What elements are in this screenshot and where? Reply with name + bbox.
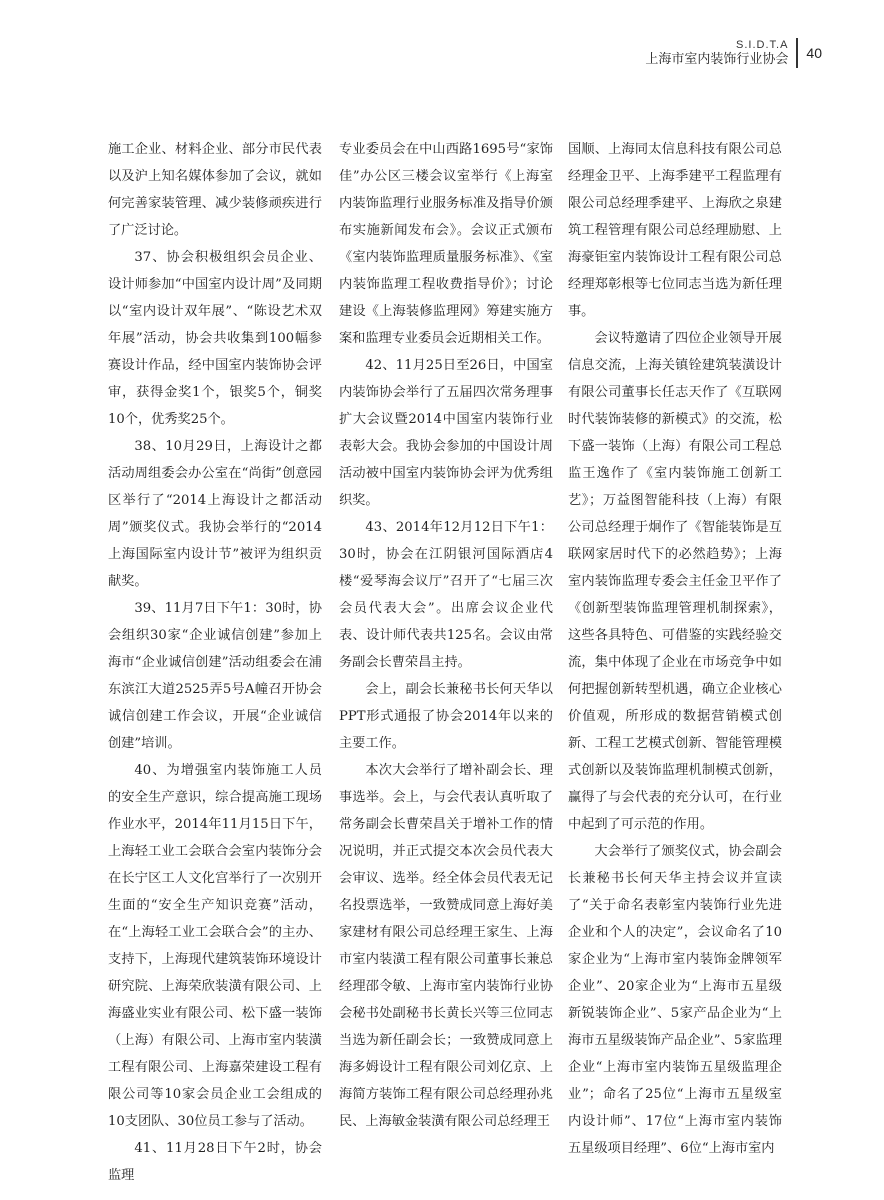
page-number: 40: [806, 45, 822, 61]
paragraph: 39、11月7日下午1：30时，协会组织30家“企业诚信创建”参加上海市“企业诚信创建”活动组委会在浦东滨江大道2525弄5号A幢召开协会诚信创建工作会议，开展“企业诚信创建”培训。: [108, 601, 322, 751]
text-column-3: [568, 136, 782, 1162]
text-column-1: [108, 136, 322, 1189]
paragraph: 大会举行了颁奖仪式，协会副会长兼秘书长何天华主持会议并宣读了“关于命名表彰室内装饰行业先进企业和个人的决定”，会议命名了10家企业为“上海市室内装饰金牌领军企业”、20家企业为“上海市五星级新锐装饰企业”、5家产品企业为“上海市五星级装饰产品企业”、5家监理企业“上海市室内装饰五星级监理企业”；命名了25位“上海市五星级室内设计师”、17位“上海市室内装饰五星级项目经理”、6位“上海市室内: [568, 844, 782, 1156]
paragraph: 43、2014年12月12日下午1：30时，协会在江阴银河国际酒店4楼“爱琴海会议厅”召开了“七届三次会员代表大会”。出席会议企业代表、设计师代表共125名。会议由常务副会长曹荣昌主持。: [339, 520, 553, 670]
paragraph: 国顺、上海同太信息科技有限公司总经理金卫平、上海季建平工程监理有限公司总经理季建平、上海欣之泉建筑工程管理有限公司总经理励慰、上海豪钜室内装饰设计工程有限公司总经理郑彰根等七位同志当选为新任理事。: [568, 142, 782, 319]
paragraph: 施工企业、材料企业、部分市民代表以及沪上知名媒体参加了会议，就如何完善家装管理、减少装修顽疾进行了广泛讨论。: [108, 142, 322, 238]
paragraph: 专业委员会在中山西路1695号“家饰佳”办公区三楼会议室举行《上海室内装饰监理行业服务标准及指导价颁布实施新闻发布会》。会议正式颁布《室内装饰监理质量服务标准》、《室内装饰监理工程收费指导价》；讨论建设《上海装修监理网》筹建实施方案和监理专业委员会近期相关工作。: [339, 142, 553, 346]
association-name: 上海市室内装饰行业协会: [645, 52, 789, 67]
paragraph: 会议特邀请了四位企业领导开展信息交流，上海关镇铨建筑装潢设计有限公司董事长任志天作了《互联网时代装饰装修的新模式》的交流，松下盛一装饰（上海）有限公司工程总监王逸作了《室内装饰施工创新工艺》；万益图智能科技（上海）有限公司总经理于炯作了《智能装饰是互联网家居时代下的必然趋势》；上海室内装饰监理专委会主任金卫平作了《创新型装饰监理管理机制探索》，这些各具特色、可借鉴的实践经验交流，集中体现了企业在市场竞争中如何把握创新转型机遇，确立企业核心价值观，所形成的数据营销模式创新、工程工艺模式创新、智能管理模式创新以及装饰监理机制模式创新，赢得了与会代表的充分认可，在行业中起到了可示范的作用。: [568, 331, 782, 832]
page-header: [645, 38, 822, 68]
paragraph: 41、11月28日下午2时，协会监理: [108, 1141, 322, 1183]
paragraph: 本次大会举行了增补副会长、理事选举。会上，与会代表认真听取了常务副会长曹荣昌关于增补工作的情况说明，并正式提交本次会员代表大会审议、选举。经全体会员代表无记名投票选举，一致赞成同意上海好美家建材有限公司总经理王家生、上海市室内装潢工程有限公司董事长兼总经理邵令敏、上海市室内装饰行业协会秘书处副秘书长黄长兴等三位同志当选为新任副会长；一致赞成同意上海多姆设计工程有限公司刘亿京、上海简方装饰工程有限公司总经理孙兆民、上海敏金装潢有限公司总经理王: [339, 763, 553, 1129]
paragraph: 会上，副会长兼秘书长何天华以PPT形式通报了协会2014年以来的主要工作。: [339, 682, 553, 751]
text-column-2: [339, 136, 553, 1135]
association-abbreviation: S.I.D.T.A: [736, 39, 789, 51]
paragraph: 42、11月25日至26日，中国室内装饰协会举行了五届四次常务理事扩大会议暨2014中国室内装饰行业表彰大会。我协会参加的中国设计周活动被中国室内装饰协会评为优秀组织奖。: [339, 358, 553, 508]
paragraph: 40、为增强室内装饰施工人员的安全生产意识，综合提高施工现场作业水平，2014年11月15日下午，上海轻工业工会联合会室内装饰分会在长宁区工人文化宫举行了一次别开生面的“安全生产知识竞赛”活动，在“上海轻工业工会联合会”的主办、支持下，上海现代建筑装饰环境设计研究院、上海荣欣装潢有限公司、上海盛业实业有限公司、松下盛一装饰（上海）有限公司、上海市室内装潢工程有限公司、上海嘉荣建设工程有限公司等10家会员企业工会组成的10支团队、30位员工参与了活动。: [108, 763, 322, 1129]
header-divider: [796, 38, 798, 68]
header-text: [645, 39, 788, 67]
paragraph: 38、10月29日，上海设计之都活动周组委会办公室在“尚街”创意园区举行了“2014上海设计之都活动周”颁奖仪式。我协会举行的“2014上海国际室内设计节”被评为组织贡献奖。: [108, 439, 322, 589]
paragraph: 37、协会积极组织会员企业、设计师参加“中国室内设计周”及同期以“室内设计双年展”、“陈设艺术双年展”活动，协会共收集到100幅参赛设计作品，经中国室内装饰协会评审，获得金奖1个，银奖5个，铜奖10个，优秀奖25个。: [108, 250, 322, 427]
